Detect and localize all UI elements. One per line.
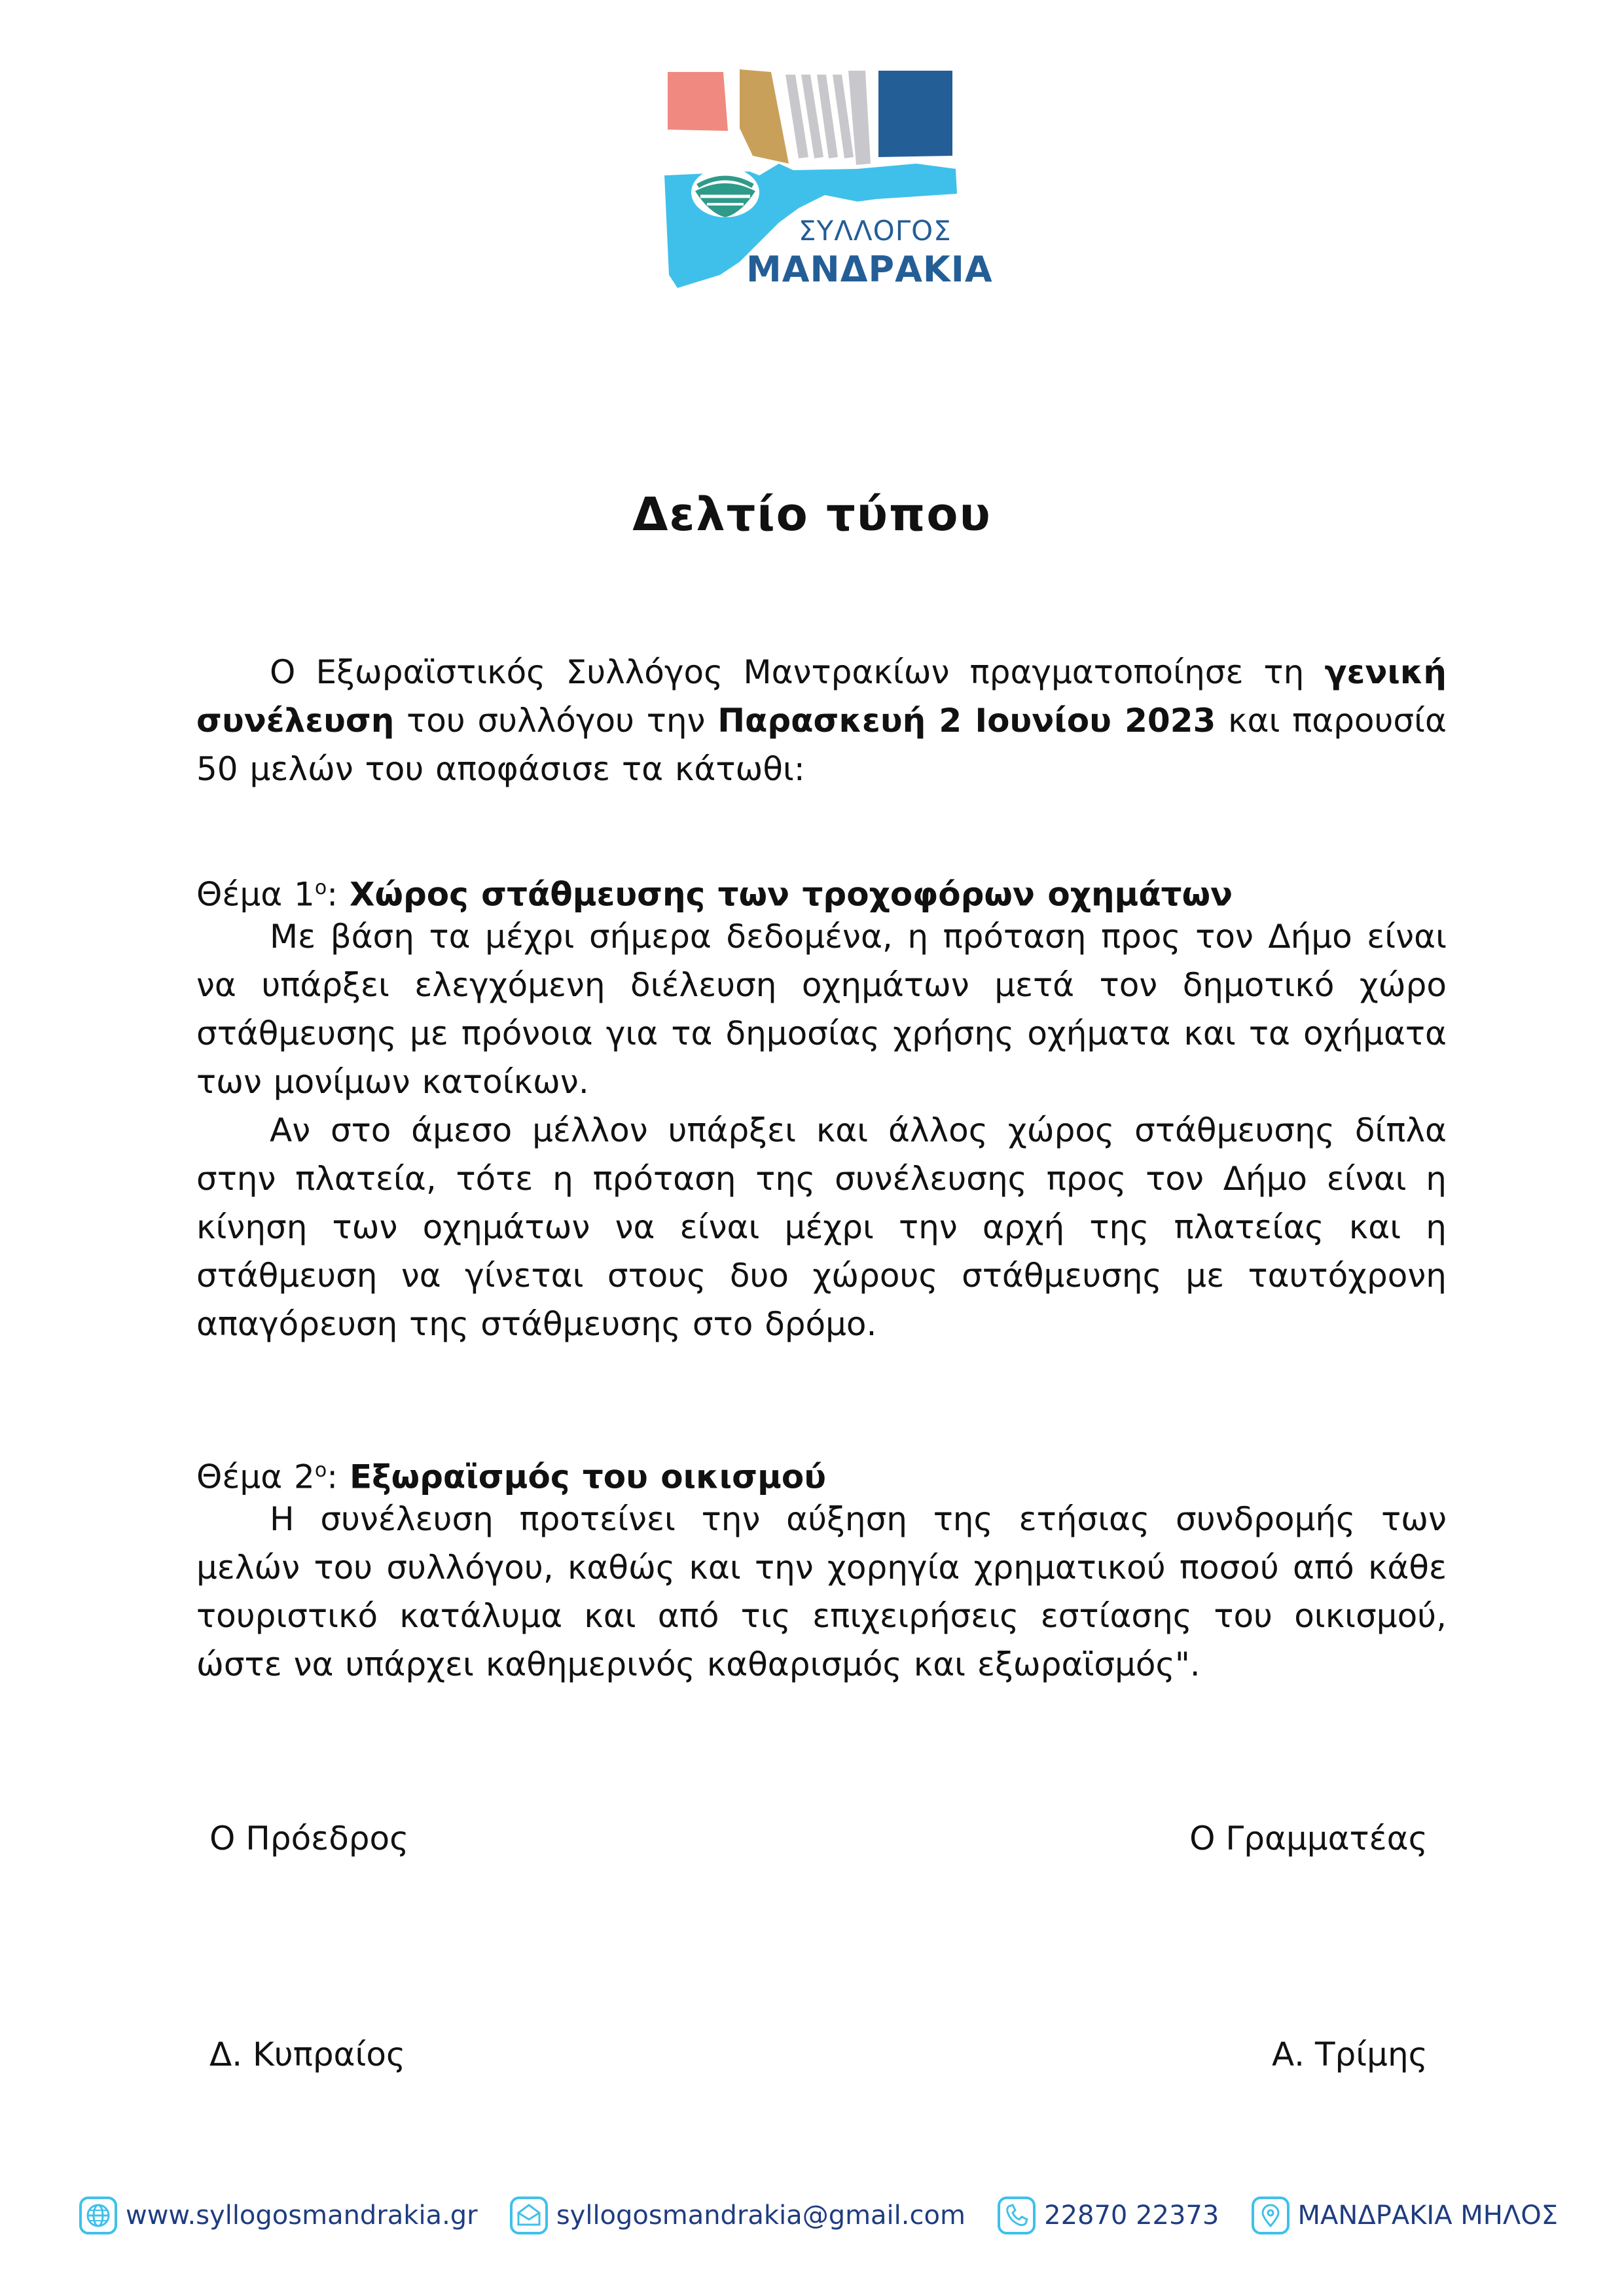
topic-1-colon: : [327,875,350,914]
mail-icon [509,2196,549,2235]
intro-text-3: και παρουσία 50 μελών του αποφάσισε τα κάτωθι: [196,702,1447,788]
page-title: Δελτίο τύπου [632,488,992,541]
intro-bold-assembly: γενική συνέλευση [196,653,1447,740]
email-text: syllogosmandrakia@gmail.com [556,2200,965,2231]
location-pin-icon [1251,2196,1290,2235]
topic-2-paragraph-1: Η συνέλευση προτείνει την αύξηση της ετήσιας συνδρομής των μελών του συλλόγου, καθώς και την χορηγία χρηματικού ποσού από κάθε τουριστικό κατάλυμα και από τις επιχειρήσεις εστίασης του οικισμού, ώστε να υπάρχει καθημερινός καθαρισμός και εξωραϊσμός". [196,1500,1447,1683]
topic-1-title: Χώρος στάθμευσης των τροχοφόρων οχημάτων [349,875,1233,914]
logo-text-mandrakia: ΜΑΝΔΡΑΚΙΑ [746,249,993,290]
president-name: Δ. Κυπραίος [209,2036,406,2073]
topic-2-colon: : [327,1458,350,1496]
intro-paragraph [196,648,1447,793]
secretary-title: Ο Γραμματέας [1189,1820,1428,1857]
topic-1-heading [196,864,1447,919]
globe-icon [79,2196,118,2235]
topic-1-paragraph-1: Με βάση τα μέχρι σήμερα δεδομένα, η πρόταση προς τον Δήμο είναι να υπάρξει ελεγχόμενη διέλευση οχημάτων μετά τον δημοτικό χώρο στάθμευσης με πρόνοια για τα δημοσίας χρήσης οχήματα και τα οχήματα των μονίμων κατοίκων. [196,918,1447,1101]
intro-bold-date: Παρασκευή 2 Ιουνίου 2023 [717,702,1216,740]
logo-text-association: ΣΥΛΛΟΓΟΣ [799,215,952,247]
phone-icon [997,2196,1036,2235]
footer-website[interactable] [79,2196,478,2235]
president-title: Ο Πρόεδρος [209,1820,409,1857]
footer-location [1251,2196,1558,2235]
topic-2-ordinal: ο [314,1459,327,1482]
footer-email[interactable] [509,2196,965,2235]
topic-1-paragraph-2: Αν στο άμεσο μέλλον υπάρξει και άλλος χώρος στάθμευσης δίπλα στην πλατεία, τότε η πρόταση της συνέλευσης προς τον Δήμο είναι η κίνηση των οχημάτων να είναι μέχρι την αρχή της πλατείας και η στάθμευση να γίνεται στους δυο χώρους στάθμευσης με ταυτόχρονη απαγόρευση της στάθμευσης στο δρόμο. [196,1111,1447,1343]
footer-phone[interactable] [997,2196,1219,2235]
topic-1-label: Θέμα 1 [196,875,315,914]
topic-2-title: Εξωραϊσμός του οικισμού [349,1458,826,1496]
intro-text-1: Ο Εξωραϊστικός Συλλόγος Μαντρακίων πραγματοποίησε τη [270,653,1325,691]
topic-2-label: Θέμα 2 [196,1458,315,1496]
phone-text: 22870 22373 [1044,2200,1219,2231]
website-text: www.syllogosmandrakia.gr [126,2200,478,2231]
association-logo [655,65,993,314]
secretary-name: Α. Τρίμης [1271,2036,1428,2073]
contact-footer [79,2189,1558,2242]
topic-1-ordinal: ο [314,876,327,899]
location-text: ΜΑΝΔΡΑΚΙΑ ΜΗΛΟΣ [1297,2200,1558,2231]
intro-text-2: του συλλόγου την [394,702,718,740]
topic-2-heading [196,1446,1447,1501]
